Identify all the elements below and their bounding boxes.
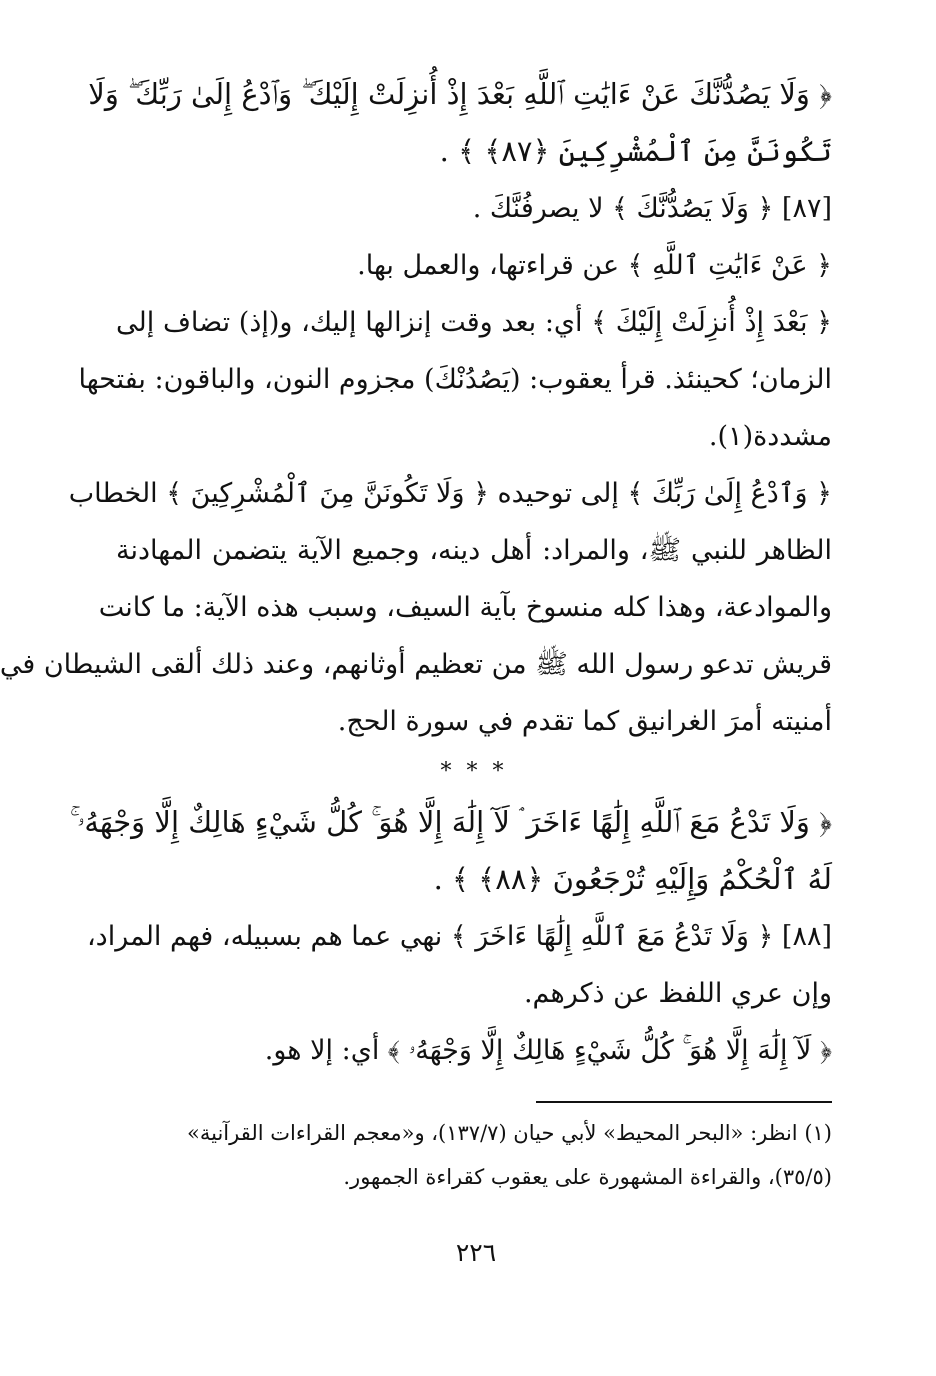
commentary-87-line-4: الزمان؛ كحينئذ. قرأ يعقوب: (يَصُدُنْكَ) مجزوم النون، والباقون: بفتحها xyxy=(78,364,832,395)
commentary-87-line-5: مشددة(١). xyxy=(708,421,832,452)
verse-88-line-2: لَهُ ٱلْحُكْمُ وَإِلَيْهِ تُرْجَعُونَ ﴿٨٨﴾ ﴾ . xyxy=(433,862,832,896)
section-separator: * * * xyxy=(440,759,508,784)
page-body xyxy=(0,66,832,1376)
verse-87-line-1: ﴿ وَلَا يَصُدُّنَّكَ عَنْ ءَايَٰتِ ٱللَّهِ بَعْدَ إِذْ أُنزِلَتْ إِلَيْكَ ۖ وَٱدْعُ إِلَىٰ رَبِّكَ ۖ وَلَا xyxy=(88,77,832,111)
commentary-87-line-8: والموادعة، وهذا كله منسوخ بآية السيف، وسبب هذه الآية: ما كانت xyxy=(98,592,832,623)
commentary-87-line-2: ﴿ عَنْ ءَايَٰتِ ٱللَّهِ ﴾ عن قراءتها، والعمل بها. xyxy=(357,250,832,281)
commentary-88-line-1: [٨٨] ﴿ وَلَا تَدْعُ مَعَ ٱللَّهِ إِلَٰهًا ءَاخَرَ ﴾ نهي عما هم بسبيله، فهم المراد، xyxy=(86,921,832,952)
footnote-1-line-1: (١) انظر: «البحر المحيط» لأبي حيان (١٣٧/٧)، و«معجم القراءات القرآنية» xyxy=(187,1121,832,1145)
commentary-87-line-3: ﴿ بَعْدَ إِذْ أُنزِلَتْ إِلَيْكَ ﴾ أي: بعد وقت إنزالها إليك، و(إذ) تضاف إلى xyxy=(116,307,832,338)
footnote-rule xyxy=(536,1101,832,1103)
commentary-87-line-7: الظاهر للنبي ﷺ، والمراد: أهل دينه، وجميع الآية يتضمن المهادنة xyxy=(116,535,832,566)
verse-88-line-1: ﴿ وَلَا تَدْعُ مَعَ ٱللَّهِ إِلَٰهًا ءَاخَرَ ۘ لَآ إِلَٰهَ إِلَّا هُوَ ۚ كُلُّ شَيْءٍ هَالِكٌ إِلَّا وَجْهَهُۥ ۚ xyxy=(69,805,832,839)
page-number: ٢٢٦ xyxy=(455,1238,497,1267)
commentary-87-line-6: ﴿ وَٱدْعُ إِلَىٰ رَبِّكَ ﴾ إلى توحيده ﴿ وَلَا تَكُونَنَّ مِنَ ٱلْمُشْرِكِينَ ﴾ الخطاب xyxy=(68,478,832,509)
commentary-88-line-2: وإن عري اللفظ عن ذكرهم. xyxy=(523,978,832,1009)
verse-87-line-2: تَكُونَنَّ مِنَ ٱلْمُشْرِكِينَ ﴿٨٧﴾ ﴾ . xyxy=(439,134,832,168)
commentary-87-line-9: قريش تدعو رسول الله ﷺ من تعظيم أوثانهم، وعند ذلك ألقى الشيطان في xyxy=(0,649,832,680)
commentary-88-line-3: ﴿ لَآ إِلَٰهَ إِلَّا هُوَ ۚ كُلُّ شَيْءٍ هَالِكٌ إِلَّا وَجْهَهُۥ ﴾ أي: إلا هو. xyxy=(264,1035,832,1066)
commentary-87-line-10: أمنيته أمرَ الغرانيق كما تقدم في سورة الحج. xyxy=(337,706,832,737)
commentary-87-line-1: [٨٧] ﴿ وَلَا يَصُدُّنَّكَ ﴾ لا يصرفُنَّكَ . xyxy=(472,193,832,224)
footnote-1-line-2: (٣٥/٥)، والقراءة المشهورة على يعقوب كقراءة الجمهور. xyxy=(343,1165,832,1189)
